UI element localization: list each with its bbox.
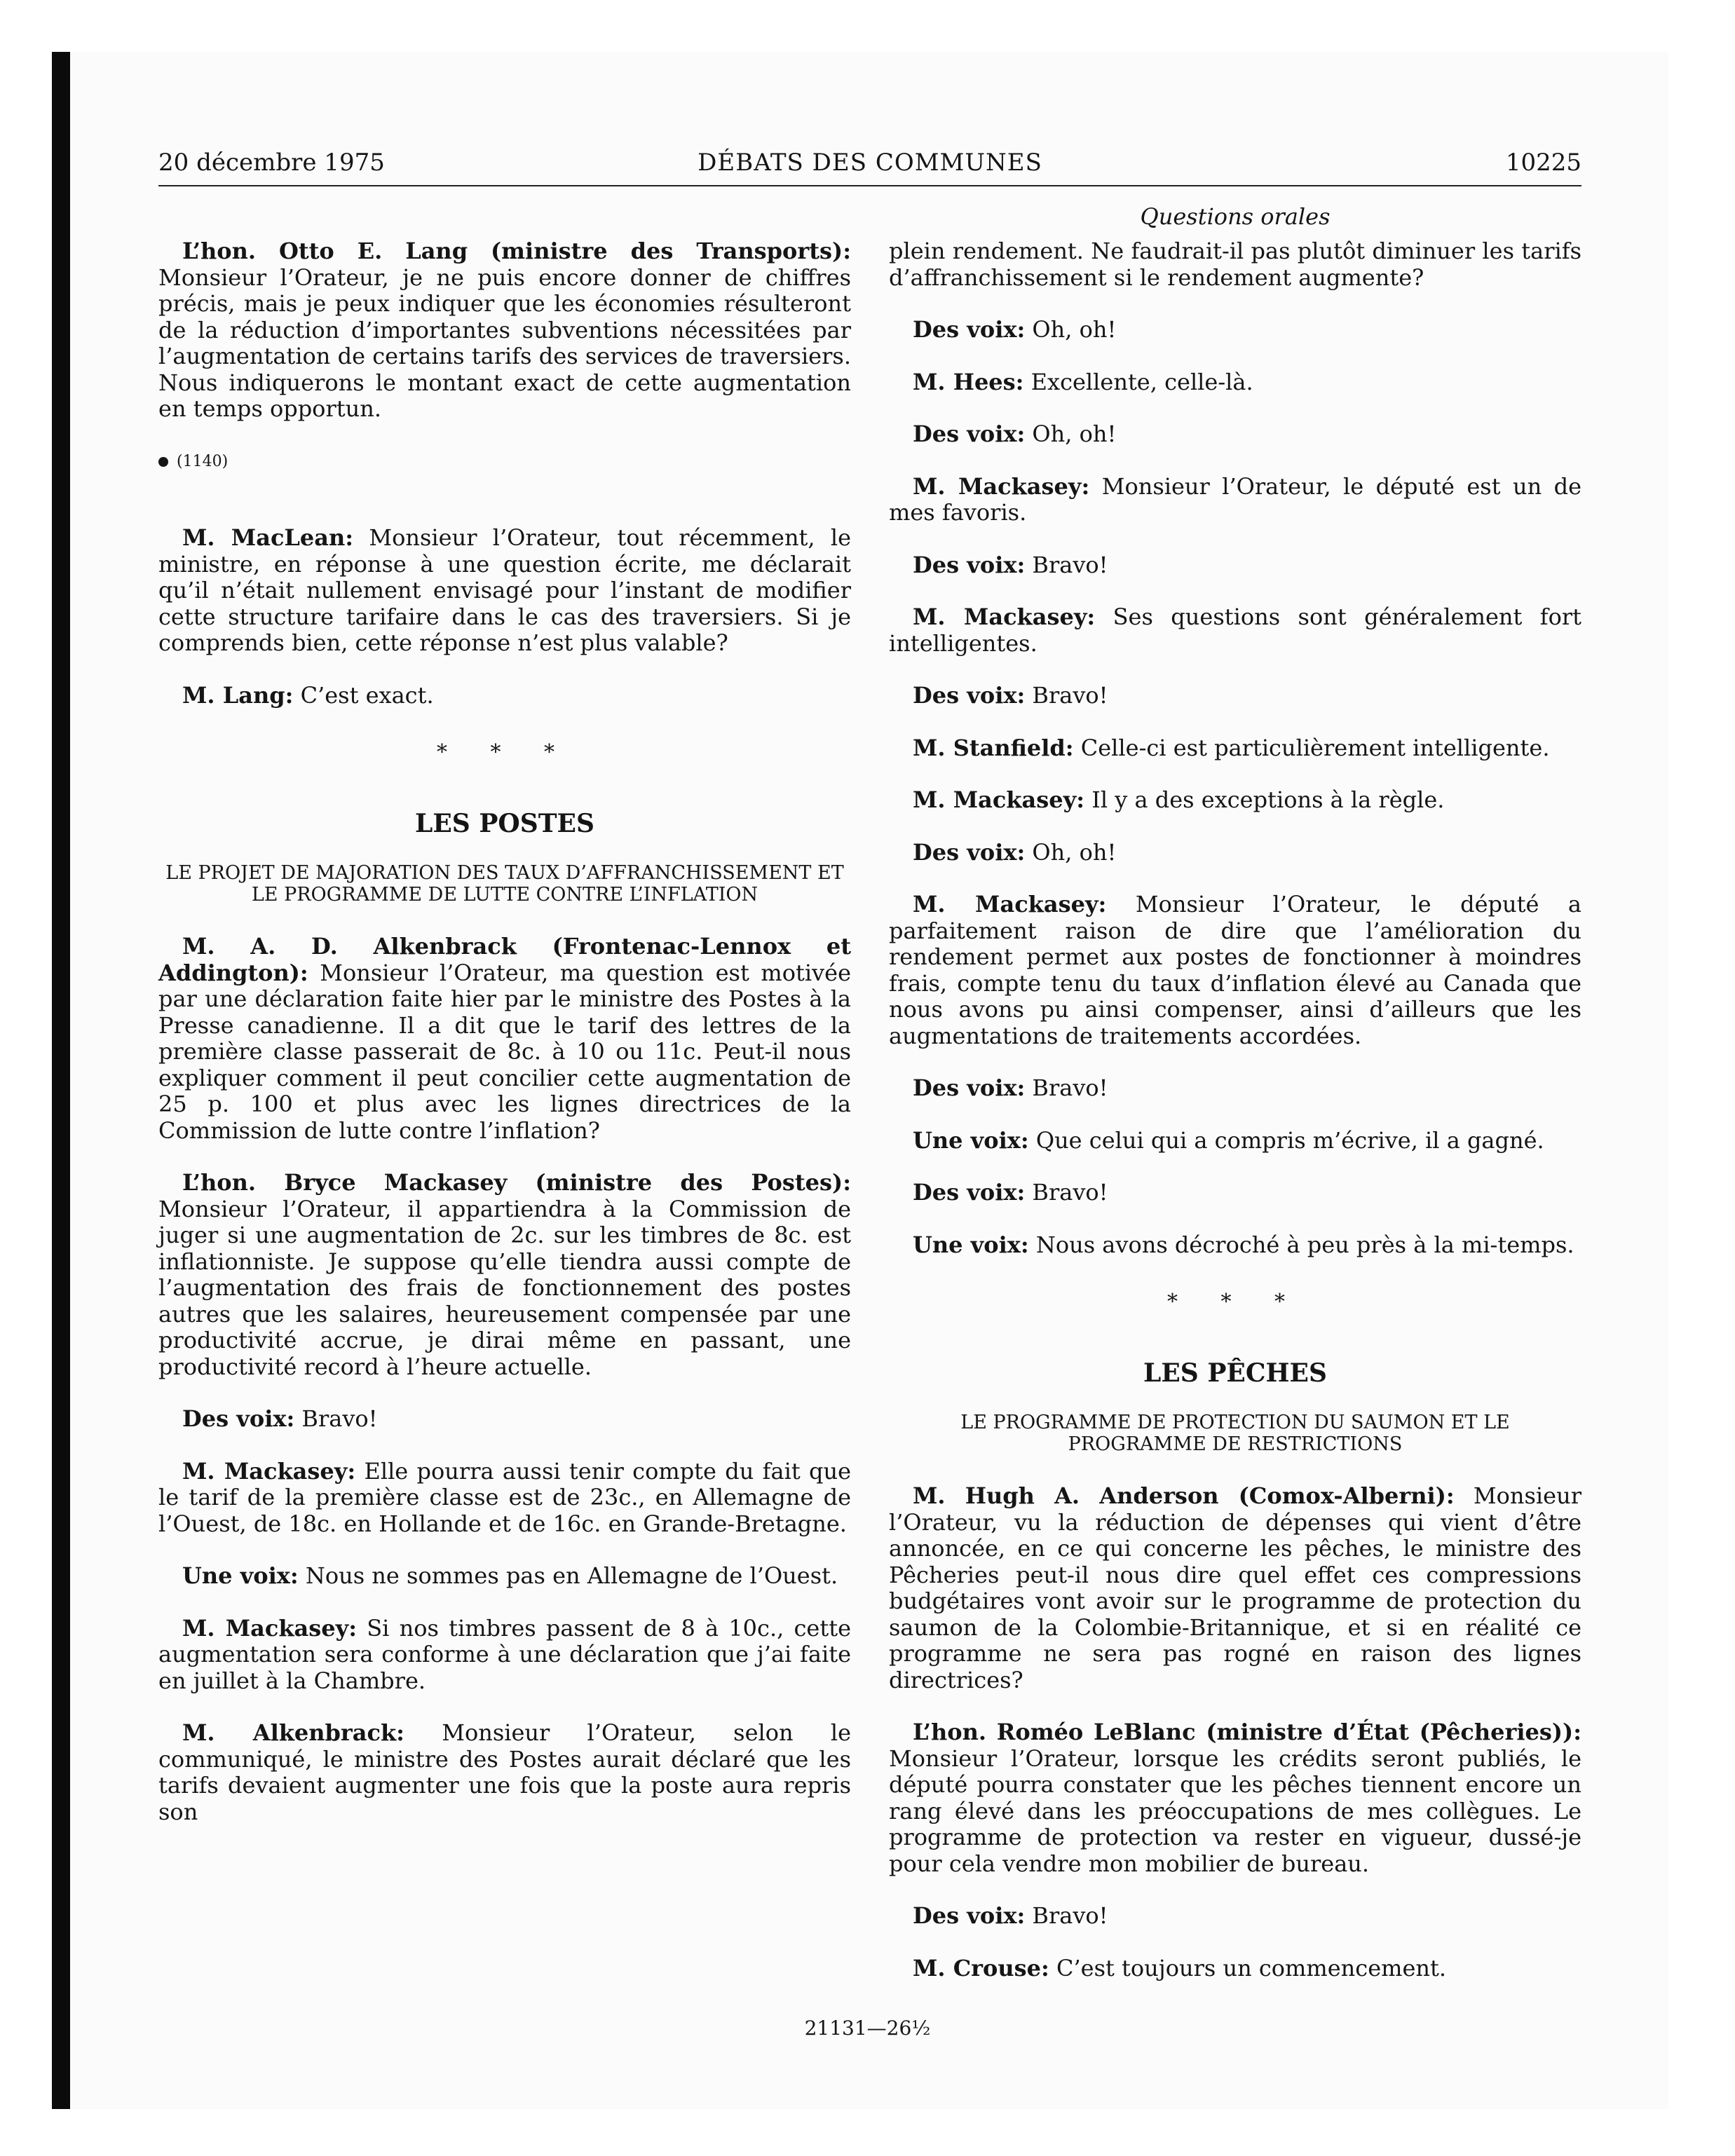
- paragraph: [889, 604, 1581, 657]
- subsection-title: LE PROGRAMME DE PROTECTION DU SAUMON ET LE PROGRAMME DE RESTRICTIONS: [960, 1412, 1510, 1455]
- paragraph: [158, 1459, 851, 1538]
- scan-edge: [52, 52, 70, 2109]
- paragraph: [158, 1406, 851, 1433]
- speech-text: Nous ne sommes pas en Allemagne de l’Ouest.: [298, 1562, 838, 1589]
- speaker-name: Des voix:: [913, 1179, 1026, 1206]
- speech-text: Nous avons décroché à peu près à la mi-temps.: [1028, 1231, 1574, 1258]
- speaker-name: M. MacLean:: [182, 524, 354, 551]
- right-column: [889, 238, 1581, 2007]
- paragraph: [889, 1719, 1581, 1877]
- paragraph: [158, 1720, 851, 1825]
- running-header: [158, 149, 1581, 184]
- paragraph: [889, 787, 1581, 814]
- speech-text: Bravo!: [1025, 551, 1108, 578]
- speech-text: Monsieur l’Orateur, selon le communiqué, le ministre des Postes aurait déclaré que les tarifs devaient augmenter une fois que la poste aura repris son: [158, 1719, 851, 1825]
- speaker-name: Des voix:: [913, 1074, 1026, 1101]
- speaker-name: Des voix:: [913, 316, 1026, 343]
- speaker-name: M. Mackasey:: [913, 472, 1090, 500]
- speech-text: Bravo!: [294, 1405, 378, 1432]
- bullet-icon: [158, 457, 168, 467]
- speaker-name: M. Hugh A. Anderson (Comox-Alberni):: [913, 1482, 1455, 1509]
- subsection-title: LE PROJET DE MAJORATION DES TAUX D’AFFRANCHISSEMENT ET LE PROGRAMME DE LUTTE CONTRE L’INFLATION: [165, 862, 844, 906]
- paragraph: [158, 238, 851, 423]
- speech-text: plein rendement. Ne faudrait-il pas plutôt diminuer les tarifs d’affranchissement si le rendement augmente?: [889, 238, 1581, 291]
- speech-text: Elle pourra aussi tenir compte du fait que le tarif de la première classe est de 23c., en Allemagne de l’Ouest, de 18c. en Hollande et de 16c. en Grande-Bretagne.: [158, 1457, 852, 1537]
- speech-text: C’est toujours un commencement.: [1049, 1954, 1447, 1981]
- speaker-name: M. Mackasey:: [182, 1614, 358, 1642]
- speech-text: C’est exact.: [293, 681, 434, 709]
- paragraph: [158, 1563, 851, 1590]
- paragraph: [889, 1956, 1581, 1982]
- paragraph: [889, 1483, 1581, 1693]
- header-rule: [158, 185, 1581, 186]
- paragraph: [158, 1616, 851, 1695]
- paragraph: [889, 892, 1581, 1049]
- speaker-name: M. Mackasey:: [182, 1457, 356, 1485]
- paragraph: [889, 474, 1581, 526]
- speech-text: Monsieur l’Orateur, je ne puis encore donner de chiffres précis, mais je peux indiquer que les économies résulteront de la réduction d’importantes subventions nécessitées par l’augmentation de certains tarifs des services de traversiers. Nous indiquerons le montant exact de cette augmentation en temps opportun.: [158, 264, 851, 422]
- speaker-name: M. Lang:: [182, 681, 294, 709]
- speaker-name: L’hon. Otto E. Lang (ministre des Transports):: [182, 238, 851, 264]
- speaker-name: Des voix:: [913, 551, 1026, 578]
- paragraph: [889, 369, 1581, 396]
- header-date: 20 décembre 1975: [158, 149, 385, 177]
- speech-text: Bravo!: [1025, 1179, 1108, 1206]
- speech-text: Monsieur l’Orateur, ma question est motivée par une déclaration faite hier par le ministre des Postes à la Presse canadienne. Il a dit que le tarif des lettres de la première classe passerait de 8c. à 10 ou 11c. Peut-il nous expliquer comment il peut concilier cette augmentation de 25 p. 100 et plus avec les lignes directrices de la Commission de lutte contre l’inflation?: [158, 959, 851, 1144]
- speech-text: Monsieur l’Orateur, il appartiendra à la Commission de juger si une augmentation de 2c. sur les timbres de 8c. est inflationniste. Je suppose qu’elle tiendra aussi compte de l’augmentation des frais de fonctionnement des postes autres que les salaires, heureusement compensée par une productivité accrue, je dirai même en passant, une productivité record à l’heure actuelle.: [158, 1195, 851, 1380]
- header-subheading: Questions orales: [1140, 203, 1331, 230]
- paragraph: [889, 1232, 1581, 1259]
- speaker-name: Une voix:: [913, 1126, 1029, 1154]
- section-separator: * * *: [1166, 1290, 1304, 1314]
- paragraph: [158, 683, 851, 709]
- paragraph-continued: [889, 238, 1581, 291]
- speaker-name: M. Alkenbrack:: [182, 1719, 404, 1746]
- speaker-name: M. Stanfield:: [913, 734, 1074, 761]
- speaker-name: Des voix:: [913, 421, 1026, 447]
- paragraph: [158, 934, 851, 1144]
- speech-text: Que celui qui a compris m’écrive, il a gagné.: [1028, 1126, 1544, 1154]
- speech-text: Il y a des exceptions à la règle.: [1084, 786, 1445, 813]
- speech-text: Bravo!: [1025, 1902, 1108, 1929]
- speech-text: Ses questions sont généralement fort intelligentes.: [889, 603, 1582, 657]
- paragraph: [889, 683, 1581, 709]
- speaker-name: M. A. D. Alkenbrack (Frontenac-Lennox et Addington):: [158, 933, 851, 986]
- speech-text: Monsieur l’Orateur, vu la réduction de dépenses qui vient d’être annoncée, en ce qui concerne les pêches, le ministre des Pêcheries peut-il nous dire quel effet ces compressions budgétaires vont avoir sur le programme de protection du saumon de la Colombie-Britannique, et si en réalité ce programme ne sera pas rogné en raison des lignes directrices?: [889, 1482, 1581, 1693]
- paragraph: [889, 1128, 1581, 1154]
- speaker-name: M. Hees:: [913, 368, 1024, 395]
- section-separator: * * *: [436, 740, 573, 765]
- speaker-name: L’hon. Roméo LeBlanc (ministre d’État (Pêcheries)):: [913, 1719, 1581, 1745]
- paragraph: [158, 525, 851, 657]
- speaker-name: Une voix:: [913, 1231, 1029, 1258]
- speaker-name: M. Mackasey:: [913, 891, 1107, 917]
- paragraph: [889, 1180, 1581, 1206]
- speech-text: Monsieur l’Orateur, le député a parfaitement raison de dire que l’amélioration du rendement permet aux postes de fonctionner à moindres frais, compte tenu du taux d’inflation élevé au Canada que nous avons pu ainsi compenser, ainsi d’ailleurs que les augmentations de traitements accordées.: [889, 891, 1582, 1049]
- paragraph: [889, 552, 1581, 579]
- paragraph: [158, 1170, 851, 1380]
- paragraph: [889, 317, 1581, 343]
- speech-text: Excellente, celle-là.: [1023, 368, 1253, 395]
- speech-text: Monsieur l’Orateur, tout récemment, le ministre, en réponse à une question écrite, me déclarait qu’il n’était nullement envisagé pour l’instant de modifier cette structure tarifaire dans le cas des traversiers. Si je comprends bien, cette réponse n’est plus valable?: [158, 524, 852, 656]
- page-number: 10225: [1505, 149, 1581, 177]
- left-column: [158, 238, 851, 1851]
- speaker-name: Des voix:: [913, 682, 1026, 709]
- speaker-name: Une voix:: [182, 1562, 299, 1589]
- header-title: DÉBATS DES COMMUNES: [698, 149, 1042, 177]
- speaker-name: L’hon. Bryce Mackasey (ministre des Postes):: [182, 1169, 851, 1196]
- paragraph: [889, 1903, 1581, 1930]
- time-marker-text: (1140): [177, 452, 229, 470]
- paragraph: [889, 735, 1581, 762]
- speech-text: Oh, oh!: [1025, 421, 1117, 447]
- speaker-name: Des voix:: [913, 1902, 1026, 1929]
- speech-text: Bravo!: [1025, 682, 1108, 709]
- section-title: LES POSTES: [415, 808, 594, 838]
- speaker-name: Des voix:: [182, 1405, 295, 1432]
- speaker-name: Des voix:: [913, 838, 1026, 866]
- speaker-name: M. Mackasey:: [913, 603, 1096, 630]
- speech-text: Oh, oh!: [1025, 838, 1117, 866]
- paragraph: [889, 421, 1581, 448]
- footer-code: 21131—26½: [804, 2017, 931, 2040]
- speech-text: Bravo!: [1025, 1074, 1108, 1101]
- section-title: LES PÊCHES: [1143, 1358, 1327, 1388]
- speech-text: Celle-ci est particulièrement intelligente.: [1073, 734, 1550, 761]
- speaker-name: M. Crouse:: [913, 1954, 1049, 1981]
- speech-text: Monsieur l’Orateur, lorsque les crédits seront publiés, le député pourra constater que les pêches tiennent encore un rang élevé dans les préoccupations de mes collègues. Le programme de protection va rester en vigueur, dussé-je pour cela vendre mon mobilier de bureau.: [889, 1745, 1581, 1877]
- time-marker: [158, 449, 851, 475]
- speaker-name: M. Mackasey:: [913, 786, 1085, 813]
- paragraph: [889, 1075, 1581, 1102]
- speech-text: Si nos timbres passent de 8 à 10c., cette augmentation sera conforme à une déclaration que j’ai faite en juillet à la Chambre.: [158, 1614, 852, 1694]
- speech-text: Oh, oh!: [1025, 316, 1117, 343]
- paragraph: [889, 840, 1581, 866]
- speech-text: Monsieur l’Orateur, le député est un de mes favoris.: [889, 472, 1582, 526]
